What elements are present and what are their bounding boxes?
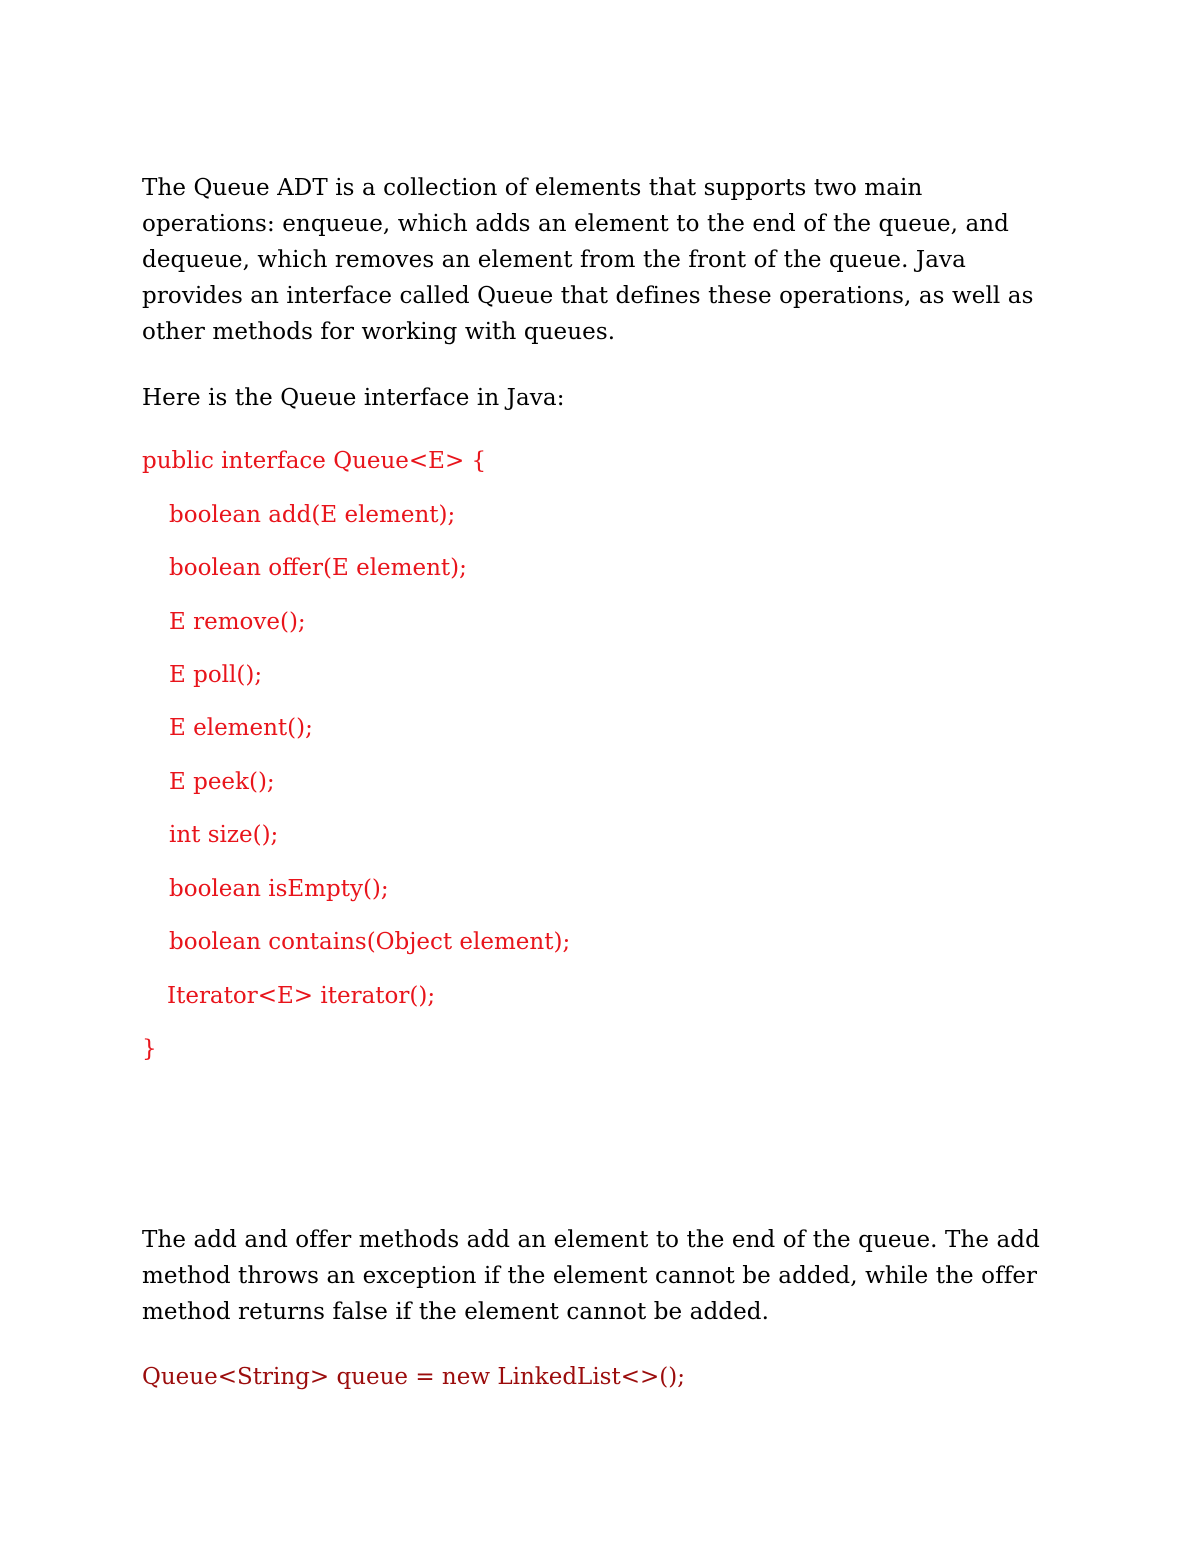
code-line-interface-open: public interface Queue<E> { — [142, 448, 487, 474]
intro-line: provides an interface called Queue that defines these operations, as well as — [142, 283, 1034, 309]
methods-paragraph — [142, 1222, 1072, 1330]
intro-line: dequeue, which removes an element from the front of the queue. Java — [142, 247, 966, 273]
code-line-isempty: boolean isEmpty(); — [169, 876, 389, 902]
code-line-add: boolean add(E element); — [169, 502, 456, 528]
code-line-offer: boolean offer(E element); — [169, 555, 467, 581]
code-line-size: int size(); — [169, 822, 279, 848]
code-line-remove: E remove(); — [169, 609, 306, 635]
code-line-poll: E poll(); — [169, 662, 263, 688]
intro-line: other methods for working with queues. — [142, 319, 616, 345]
intro-paragraph — [142, 170, 1072, 350]
code-line-contains: boolean contains(Object element); — [169, 929, 571, 955]
code-line-element: E element(); — [169, 715, 313, 741]
methods-line: The add and offer methods add an element to the end of the queue. The add — [142, 1227, 1040, 1253]
example-code-line: Queue<String> queue = new LinkedList<>(); — [142, 1364, 685, 1390]
code-line-peek: E peek(); — [169, 769, 275, 795]
intro-line: operations: enqueue, which adds an element to the end of the queue, and — [142, 211, 1009, 237]
lead-in-sentence: Here is the Queue interface in Java: — [142, 385, 565, 411]
code-line-interface-close: } — [142, 1036, 157, 1062]
intro-line: The Queue ADT is a collection of elements that supports two main — [142, 175, 923, 201]
methods-line: method returns false if the element cannot be added. — [142, 1299, 770, 1325]
methods-line: method throws an exception if the element cannot be added, while the offer — [142, 1263, 1038, 1289]
code-line-iterator: Iterator<E> iterator(); — [167, 983, 436, 1009]
